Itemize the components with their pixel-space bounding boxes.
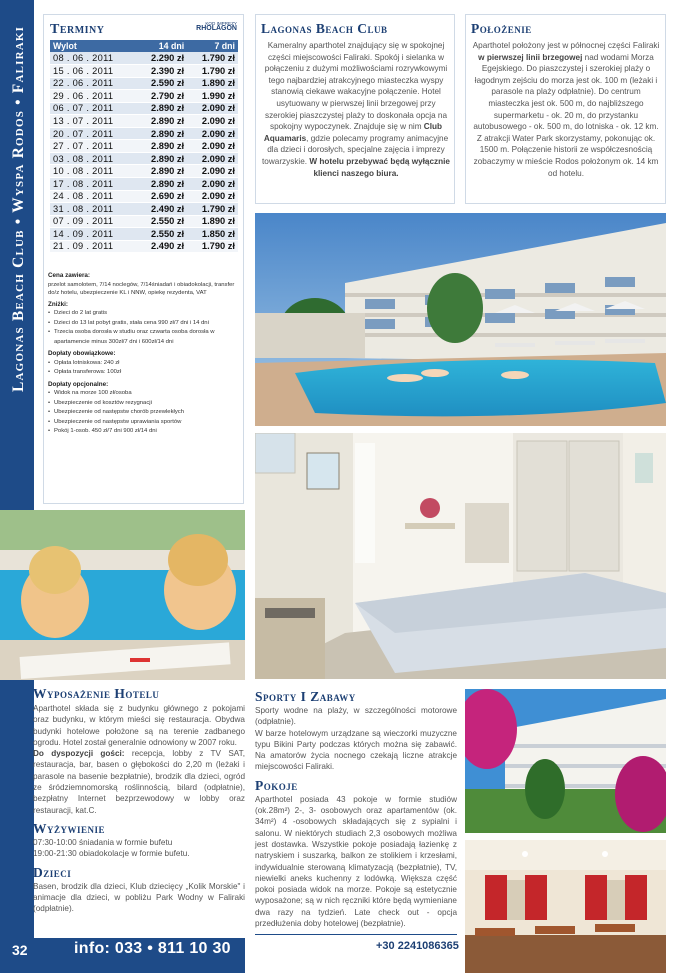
price-14-days: 2.790 zł xyxy=(136,90,187,103)
price-table-header xyxy=(50,40,238,52)
table-row xyxy=(50,165,238,178)
price-7-days: 2.090 zł xyxy=(187,127,238,140)
price-14-days: 2.890 zł xyxy=(136,115,187,128)
price-7-days: 1.790 zł xyxy=(187,65,238,78)
discounts-title: Zniżki: xyxy=(48,300,68,308)
list-item: • Opłata lotniskowa: 240 zł xyxy=(48,359,240,369)
departure-date: 20 . 07 . 2011 xyxy=(50,127,136,140)
table-row xyxy=(50,77,238,90)
table-row xyxy=(50,127,238,140)
price-7-days: 1.790 zł xyxy=(187,203,238,216)
price-14-days: 2.490 zł xyxy=(136,240,187,253)
list-item: • Ubezpieczenie od następstw chorób przewlekłych xyxy=(48,408,240,418)
price-7-days: 1.990 zł xyxy=(187,90,238,103)
price-box xyxy=(43,14,244,504)
kids-title: Dzieci xyxy=(33,864,72,880)
departure-date: 07 . 09 . 2011 xyxy=(50,215,136,228)
table-row xyxy=(50,90,238,103)
price-7-days: 2.090 zł xyxy=(187,177,238,190)
price-7-days: 1.790 zł xyxy=(187,240,238,253)
price-includes-title: Cena zawiera: xyxy=(48,272,90,279)
about-text: Kameralny aparthotel znajdujący się w spokojnej części miejscowości Faliraki. Spokój i sielanka w połączeniu z dużymi możliwościami rozrywkowymi tego najbardziej atrakcyjnego miasteczka wyspy stanowią ciekawe wakacyjne połączenie. Hotel usytuowany w pierwszej linii brzegowej przy szerokiej piaszczystej plaży to doskonała opcja na spokojny wypoczynek. Znajduje się w nim Club Aquamaris, gdzie polecamy programy animacyjne dla dzieci i dorosłych, specjalne zajęcia i imprezy towarzyskie. W hotelu przebywać będą wyłącznie klienci naszego biura. xyxy=(262,41,450,178)
price-14-days: 2.890 zł xyxy=(136,140,187,153)
departure-date: 31 . 08 . 2011 xyxy=(50,203,136,216)
about-title: Lagonas Beach Club xyxy=(261,21,388,36)
price-notes xyxy=(48,271,240,437)
list-item: • Dzieci do 2 lat gratis xyxy=(48,309,240,319)
table-row xyxy=(50,240,238,253)
price-14-days: 2.550 zł xyxy=(136,228,187,241)
food-line-2: 19:00-21:30 obiadokolacje w formie bufetu. xyxy=(33,849,190,859)
list-item: • Ubezpieczenie od kosztów rezygnacji xyxy=(48,399,240,409)
col-header-7-days: 7 dni xyxy=(187,40,238,52)
price-7-days: 2.090 zł xyxy=(187,115,238,128)
departure-date: 08 . 06 . 2011 xyxy=(50,52,136,65)
location-box xyxy=(465,14,666,204)
table-row xyxy=(50,228,238,241)
list-item: • Trzecia osoba dorosła w studiu oraz czwarta osoba dorosła w apartamencie minus 300zł/7 dni i 600zł/14 dni xyxy=(48,328,240,347)
list-item: • Ubezpieczenie od następstw uprawiania sportów xyxy=(48,418,240,428)
departure-date: 13 . 07 . 2011 xyxy=(50,115,136,128)
restaurant-photo xyxy=(465,840,666,973)
sports-text-1: Sporty wodne na plaży, w szczególności motorowe (odpłatnie). xyxy=(255,706,457,727)
table-row xyxy=(50,215,238,228)
optional-list xyxy=(48,389,240,437)
price-14-days: 2.890 zł xyxy=(136,177,187,190)
divider xyxy=(255,934,457,935)
hotel-text: Aparthotel składa się z budynku głównego z pokojami oraz budynku, w którym mieści się restauracja. Obydwa budynki hotelowe położone są na terenie zadbanego ogrodu. Hotel został generalnie odnowiony w 2007 roku. xyxy=(33,704,245,747)
page-number: 32 xyxy=(12,942,28,958)
col-header-14-days: 14 dni xyxy=(136,40,187,52)
table-row xyxy=(50,65,238,78)
price-table xyxy=(50,40,238,253)
departure-date: 21 . 09 . 2011 xyxy=(50,240,136,253)
table-row xyxy=(50,140,238,153)
departure-date: 06 . 07 . 2011 xyxy=(50,102,136,115)
price-14-days: 2.890 zł xyxy=(136,165,187,178)
price-14-days: 2.550 zł xyxy=(136,215,187,228)
terms-title: Terminy xyxy=(50,22,105,37)
list-item: • Pokój 1-osob. 450 zł/7 dni 900 zł/14 dni xyxy=(48,427,240,437)
room-photo xyxy=(255,433,666,679)
departure-date: 24 . 08 . 2011 xyxy=(50,190,136,203)
price-14-days: 2.890 zł xyxy=(136,127,187,140)
price-7-days: 2.090 zł xyxy=(187,190,238,203)
location-text: Aparthotel położony jest w północnej części Faliraki w pierwszej linii brzegowej nad wodami Morza Egejskiego. Do piaszczystej i szerokiej plaży o łagodnym zejściu do morza jest ok. 100 m (leżaki i parasole na plaży odpłatnie). Do centrum miasteczka jest ok. 500 m, do najbliższego supermarketu - ok. 20 m, do przystanku autobusowego - ok. 500 m, do lotniska - ok. 12 km. Z atrakcji Water Park skorzystamy, pokonując ok. 1500 m. Połączenie historii ze współczesnością zobaczymy w mieście Rodos położonym ok. 14 km od hotelu. xyxy=(472,41,660,178)
mandatory-list xyxy=(48,359,240,378)
rooms-title: Pokoje xyxy=(255,777,298,793)
location-title: Położenie xyxy=(471,21,532,36)
table-row xyxy=(50,52,238,65)
table-row xyxy=(50,190,238,203)
discounts-list xyxy=(48,309,240,347)
table-row xyxy=(50,102,238,115)
table-row xyxy=(50,177,238,190)
event-code-value: RHOLAGON xyxy=(196,25,237,32)
departure-date: 10 . 08 . 2011 xyxy=(50,165,136,178)
departure-date: 27 . 07 . 2011 xyxy=(50,140,136,153)
kids-photo xyxy=(0,510,245,680)
departure-date: 14 . 09 . 2011 xyxy=(50,228,136,241)
rooms-text: Aparthotel posiada 43 pokoje w formie studiów (ok.28m²) 2-, 3- osobowych oraz apartamentów (ok. 34m²) 4 -osobowych składających się z sypialni i salonu. W niektórych studiach 2,3 osobowych możliwa jest dostawka. Wszystkie pokoje posiadają łazienkę z natryskiem i suszarką, balkon ze stolikiem i krzesłami, indywidualnie sterowaną klimatyzacją (bezpłatnie), TV, niewielki aneks kuchenny z lodówką. Większa część pokoi posiada widok na morze. Pokoje są estetycznie wyposażone; są w nich ręczniki które będą wymieniane dwa razy na tydzień. Late check out - opcja przedłużenia doby hotelowej (bezpłatnie). xyxy=(255,794,457,929)
price-includes-text: przelot samolotem, 7/14 noclegów, 7/14śniadań i obiadokolacji, transfer do/z hotelu, ubezpieczenie KL i NNW, opiekę rezydenta, VAT xyxy=(48,281,235,297)
departure-date: 29 . 06 . 2011 xyxy=(50,90,136,103)
price-7-days: 2.090 zł xyxy=(187,152,238,165)
departure-date: 03 . 08 . 2011 xyxy=(50,152,136,165)
list-item: • Dzieci do 13 lat pobyt gratis, stała cena 990 zł/7 dni i 14 dni xyxy=(48,319,240,329)
price-14-days: 2.290 zł xyxy=(136,52,187,65)
price-7-days: 1.790 zł xyxy=(187,52,238,65)
sports-title: Sporty I Zabawy xyxy=(255,689,356,704)
price-14-days: 2.390 zł xyxy=(136,65,187,78)
list-item: • Opłata transferowa: 100zł xyxy=(48,368,240,378)
hotel-title: Wyposażenie Hotelu xyxy=(33,686,160,701)
spine-title: Lagonas Beach Club • Wyspa Rodos • Faliraki xyxy=(10,25,27,392)
event-code xyxy=(196,21,237,31)
building-photo xyxy=(465,689,666,833)
sports-rooms-section xyxy=(255,689,457,929)
event-code-label: KOD IMPREZY xyxy=(205,21,237,26)
about-box xyxy=(255,14,455,204)
table-row xyxy=(50,115,238,128)
food-line-1: 07:30-10:00 śniadania w formie bufetu xyxy=(33,837,173,847)
departure-date: 17 . 08 . 2011 xyxy=(50,177,136,190)
price-7-days: 2.090 zł xyxy=(187,165,238,178)
hotel-phone: +30 2241086365 xyxy=(376,940,459,952)
mandatory-title: Dopłaty obowiązkowe: xyxy=(48,350,116,358)
price-7-days: 1.890 zł xyxy=(187,77,238,90)
table-row xyxy=(50,152,238,165)
spine-bar xyxy=(0,0,34,938)
price-14-days: 2.690 zł xyxy=(136,190,187,203)
price-14-days: 2.590 zł xyxy=(136,77,187,90)
price-7-days: 2.090 zł xyxy=(187,102,238,115)
sports-text-2: W barze hotelowym urządzane są wieczorki muzyczne typu Bikini Party podczas których można się zabawić. Na amatorów życia nocnego czekają liczne atrakcje miejscowości Faliraki. xyxy=(255,728,457,772)
table-row xyxy=(50,203,238,216)
info-phone: info: 033 • 811 10 30 xyxy=(74,940,231,957)
optional-title: Dopłaty opcjonalne: xyxy=(48,380,109,388)
price-7-days: 1.890 zł xyxy=(187,215,238,228)
pool-photo xyxy=(255,213,666,426)
kids-text: Basen, brodzik dla dzieci, Klub dziecięcy „Kolik Morskie" i animacje dla dzieci, w pobliżu Park Wodny w Faliraki (odpłatnie). xyxy=(33,881,245,914)
hotel-section xyxy=(33,686,245,914)
list-item: • Widok na morze 100 zł/osoba xyxy=(48,389,240,399)
departure-date: 22 . 06 . 2011 xyxy=(50,77,136,90)
price-7-days: 1.850 zł xyxy=(187,228,238,241)
price-14-days: 2.490 zł xyxy=(136,203,187,216)
price-14-days: 2.890 zł xyxy=(136,152,187,165)
price-14-days: 2.890 zł xyxy=(136,102,187,115)
hotel-guests-text: Do dyspozycji gości: recepcja, lobby z TV SAT, restauracja, bar, basen o głębokości do 2,20 m (leżaki i parasole na basenie bezpłatnie), brodzik dla dzieci, ogród ze śródziemnomorską roślinnością, bilard (odpłatnie), bezpłatny Internet bezprzewodowy w lobby oraz restauracji, kat.C. xyxy=(33,749,246,815)
departure-date: 15 . 06 . 2011 xyxy=(50,65,136,78)
food-title: Wyżywienie xyxy=(33,820,106,836)
price-7-days: 2.090 zł xyxy=(187,140,238,153)
col-header-departure: Wylot xyxy=(50,40,136,52)
